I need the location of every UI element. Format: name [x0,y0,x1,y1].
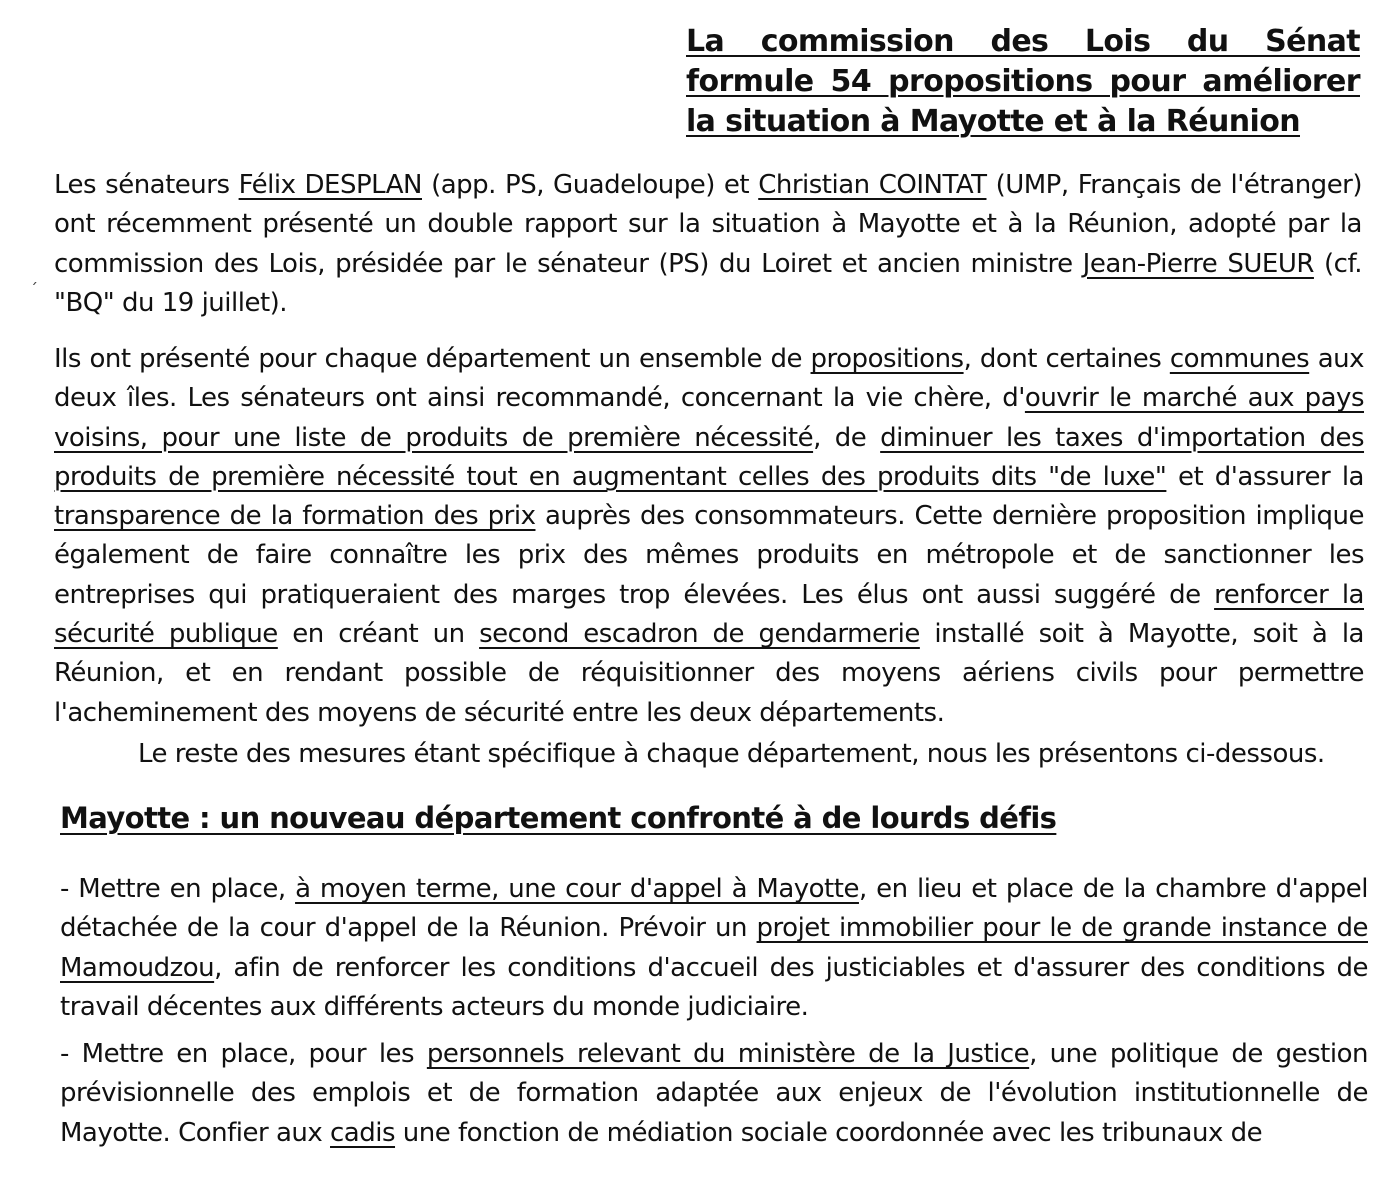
mayotte-item-1 [60,870,1368,1027]
item2-text-1: - Mettre en place, pour les [60,1039,427,1069]
item2-text-3: une fonction de médiation sociale coordonnée avec les tribunaux de [395,1117,1263,1148]
intro-text-2: (app. PS, Guadeloupe) et [422,170,759,200]
proposals-highlight-1: propositions [810,344,964,374]
item1-text-3: , afin de renforcer les conditions d'accueil des justiciables et d'assurer des conditions de travail décentes aux différents acteurs du monde judiciaire. [60,952,1368,1022]
intro-text-1: Les sénateurs [54,170,239,200]
item2-text-2: , une politique de gestion prévisionnelle des emplois et de formation adaptée aux enjeux de l'évolution institutionnelle de Mayotte. Confier aux [60,1039,1368,1148]
senator-sueur: Jean-Pierre SUEUR [1082,248,1314,279]
proposals-highlight-4: diminuer les taxes d'importation des produits de première nécessité tout en augmentant celles des produits dits "de luxe" [54,422,1365,492]
item2-highlight-1: personnels relevant du ministère de la Justice [426,1039,1030,1069]
item1-highlight-1: à moyen terme, une cour d'appel à Mayotte [295,874,859,904]
proposals-highlight-5: transparence de la formation des prix [54,501,536,532]
section-title-mayotte: Mayotte : un nouveau département confronté à de lourds défis [60,801,1057,835]
proposals-text-7: en créant un [277,619,480,650]
senator-desplan: Félix DESPLAN [238,170,422,200]
scan-mark: ´ [30,280,38,299]
item2-highlight-2: cadis [330,1117,396,1148]
intro-text-4: (cf. "BQ" du 19 juillet). [54,248,1362,318]
senator-cointat: Christian COINTAT [758,170,987,200]
item1-highlight-2: projet immobilier pour le de grande instance de Mamoudzou [60,913,1368,983]
mayotte-item-2 [60,1035,1368,1153]
intro-paragraph [54,166,1362,323]
proposals-highlight-6: renforcer la sécurité publique [54,579,1364,650]
proposals-highlight-3: ouvrir le marché aux pays voisins, pour une liste de produits de première nécessité [54,383,1364,453]
proposals-text-3: aux deux îles. Les sénateurs ont ainsi recommandé, concernant la vie chère, d' [54,344,1364,414]
proposals-paragraph [54,340,1364,733]
proposals-text-1: Ils ont présenté pour chaque département un ensemble de [54,344,811,374]
proposals-text-4: , de [813,422,881,453]
proposals-text-5: et d'assurer la [1166,461,1364,492]
article-title: La commission des Lois du Sénat formule 54 propositions pour améliorer la situation à Mayotte et à la Réunion [686,24,1360,139]
proposals-highlight-7: second escadron de gendarmerie [479,619,920,650]
proposals-text-6: auprès des consommateurs. Cette dernière proposition implique également de faire connaître les prix des mêmes produits en métropole et de sanctionner les entreprises qui pratiqueraient des marges trop élevées. Les élus ont aussi suggéré de [54,501,1364,610]
proposals-text-2: , dont certaines [963,344,1170,374]
intro-text-3: (UMP, Français de l'étranger) ont récemment présenté un double rapport sur la situation à Mayotte et à la Réunion, adopté par la commission des Lois, présidée par le sénateur (PS) du Loiret et ancien ministre [54,170,1363,279]
item1-text-1: - Mettre en place, [60,874,296,904]
remainder-paragraph: Le reste des mesures étant spécifique à chaque département, nous les présentons ci-dessous. [138,739,1325,769]
proposals-text-8: installé soit à Mayotte, soit à la Réunion, et en rendant possible de réquisitionner des moyens aériens civils pour permettre l'acheminement des moyens de sécurité entre les deux départements. [54,619,1364,728]
proposals-highlight-2: communes [1169,344,1310,374]
item1-text-2: , en lieu et place de la chambre d'appel détachée de la cour d'appel de la Réunion. Prévoir un [60,874,1368,944]
